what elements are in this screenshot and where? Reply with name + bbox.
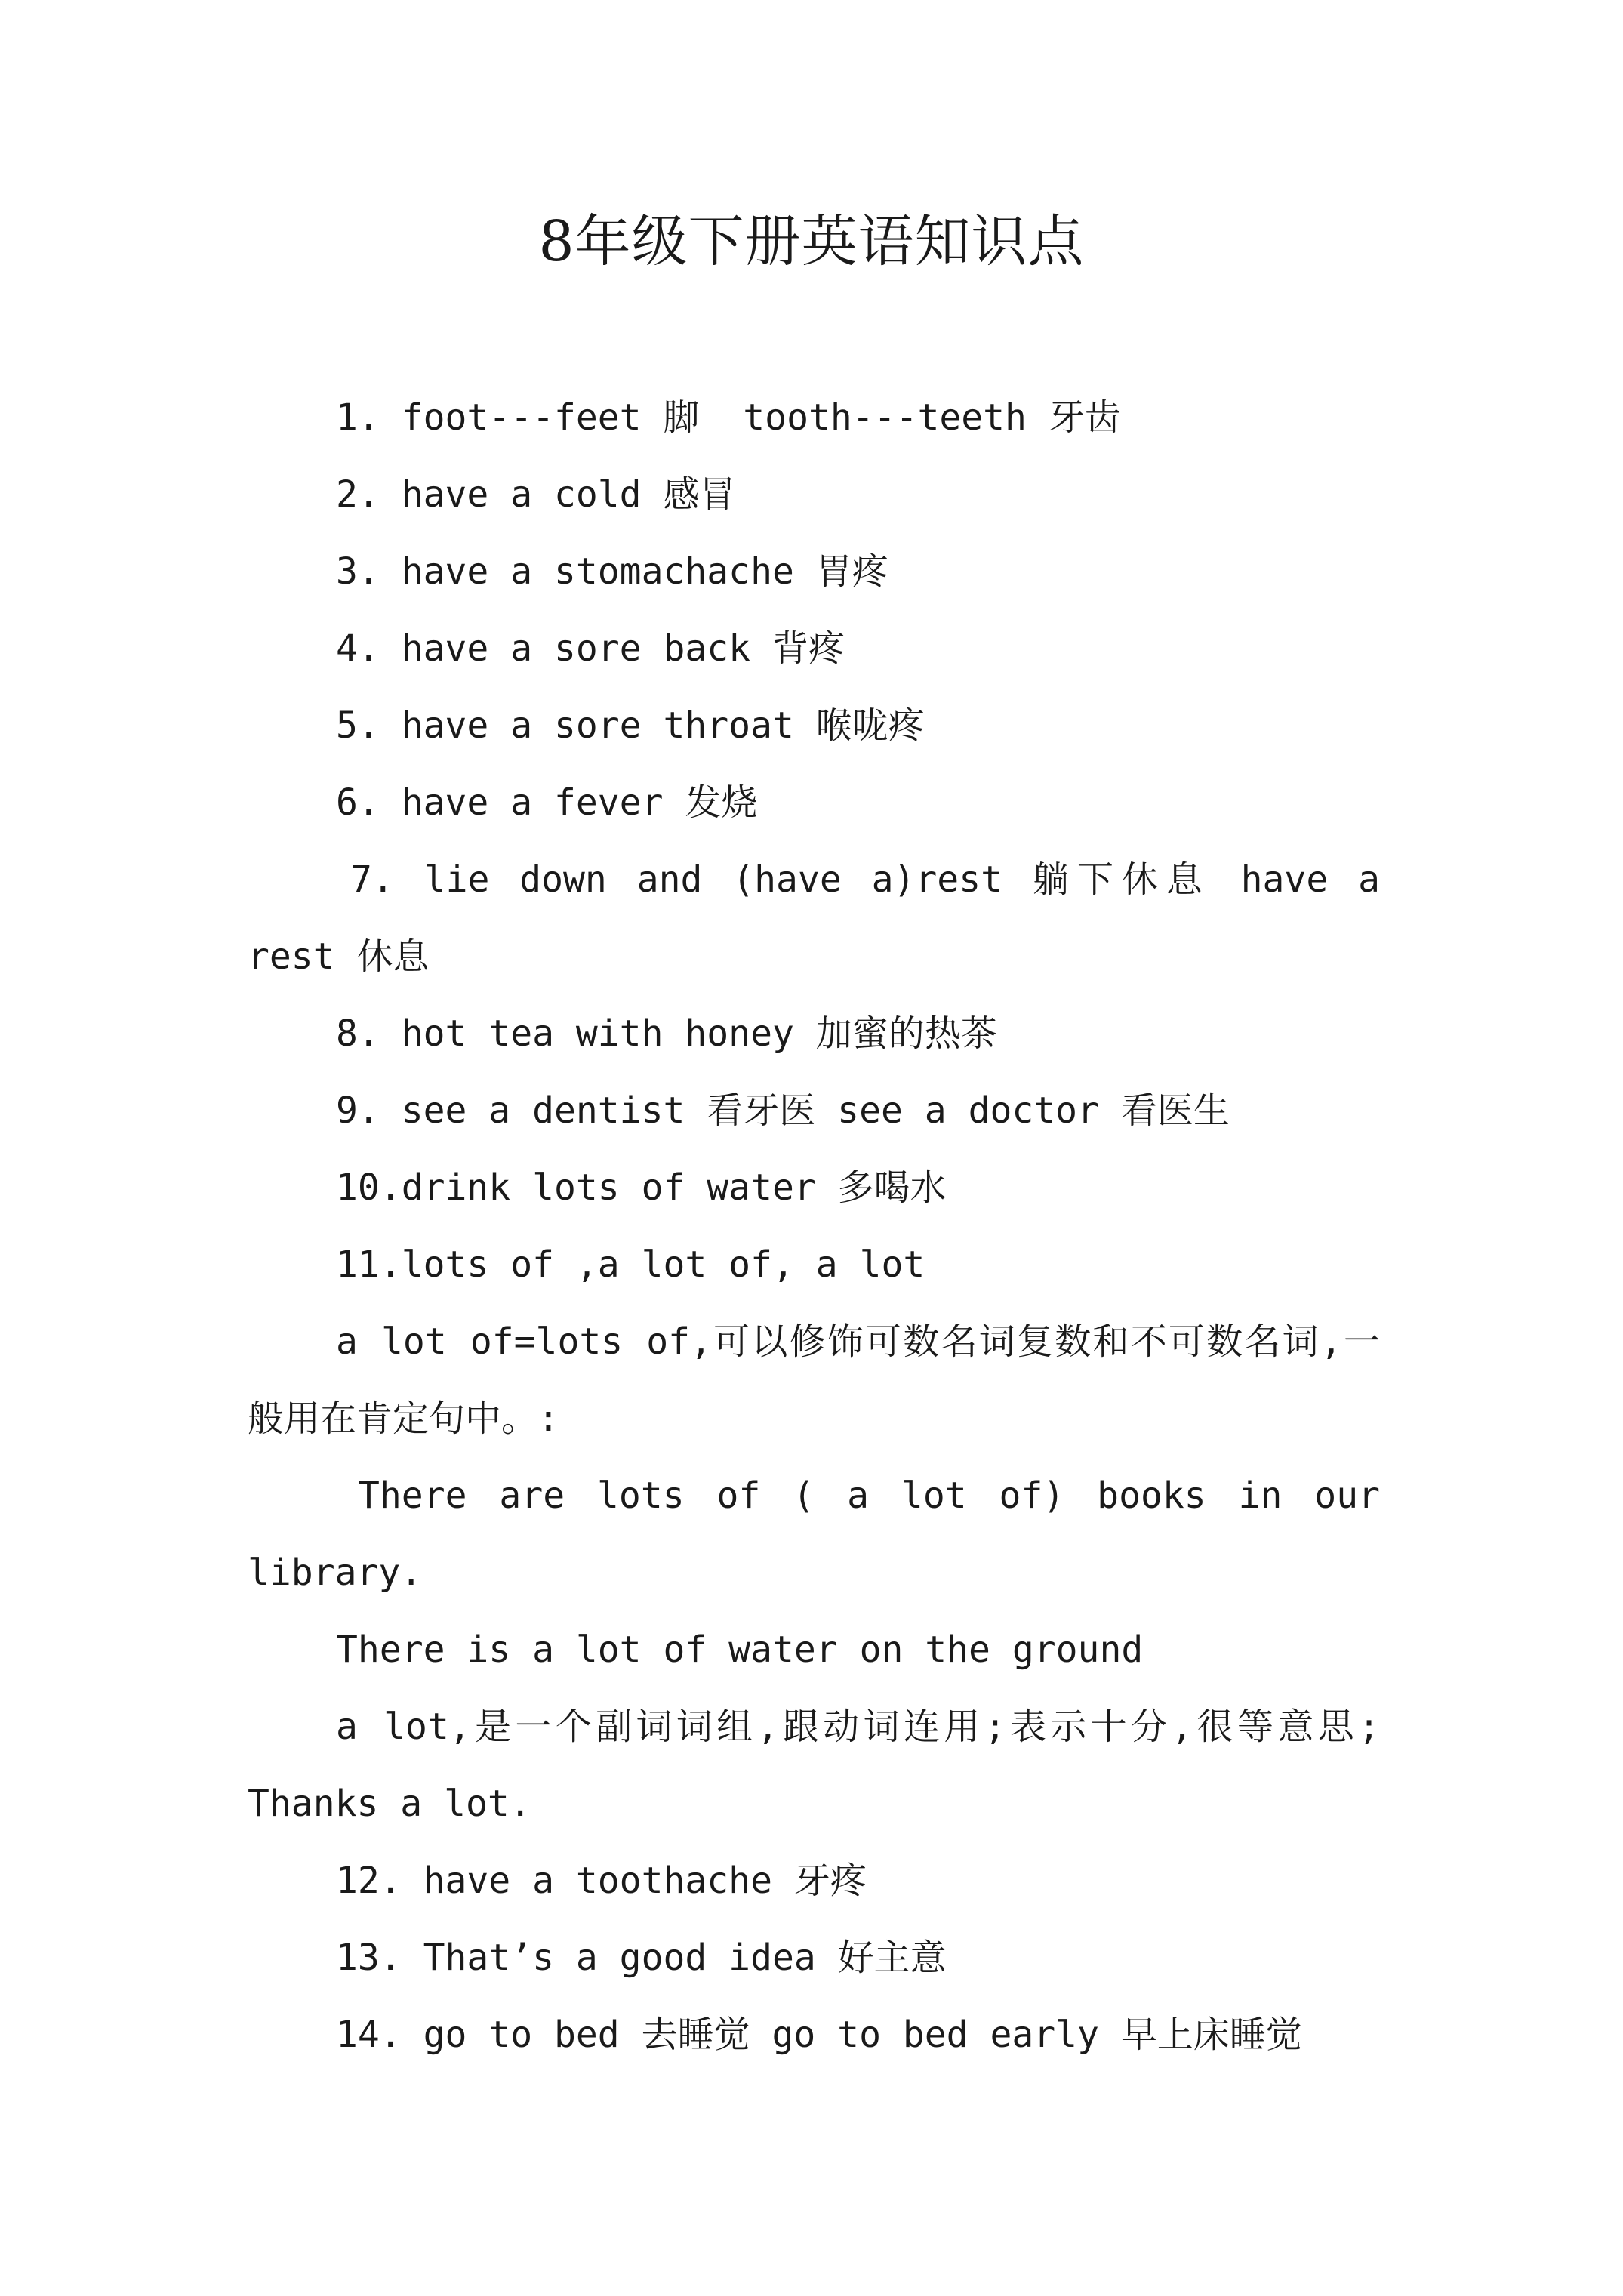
list-item: 7. lie down and (have a)rest 躺下休息 have a rest 休息 — [248, 858, 1402, 978]
paragraph: a lot of=lots of,可以修饰可数名词复数和不可数名词,一般用在肯定句中。: — [248, 1321, 1380, 1440]
paragraph: a lot,是一个副词词组,跟动词连用;表示十分,很等意思; Thanks a lot. — [248, 1706, 1402, 1825]
list-item: 9. see a dentist 看牙医 see a doctor 看医生 — [336, 1089, 1230, 1132]
list-item: 10.drink lots of water 多喝水 — [336, 1166, 947, 1209]
list-item: 4. have a sore back 背疼 — [336, 627, 845, 670]
list-item: 6. have a fever 发烧 — [336, 781, 758, 824]
example-sentence: There is a lot of water on the ground — [336, 1629, 1144, 1671]
example-sentence: There are lots of ( a lot of) books in our library. — [248, 1475, 1402, 1594]
list-item: 12. have a toothache 牙疼 — [336, 1860, 867, 1902]
list-item: 14. go to bed 去睡觉 go to bed early 早上床睡觉 — [336, 2014, 1302, 2056]
page-title: 8年级下册英语知识点 — [538, 209, 1085, 274]
list-item: 3. have a stomachache 胃疼 — [336, 550, 888, 593]
list-item: 5. have a sore throat 喉咙疼 — [336, 704, 925, 747]
list-item: 13. That’s a good idea 好主意 — [336, 1937, 947, 1979]
list-item: 1. foot---feet 脚 tooth---teeth 牙齿 — [336, 396, 1121, 439]
document-body — [248, 379, 1402, 2073]
list-item: 2. have a cold 感冒 — [336, 473, 736, 516]
list-item: 8. hot tea with honey 加蜜的热茶 — [336, 1012, 997, 1055]
list-item: 11.lots of ,a lot of, a lot — [336, 1244, 925, 1286]
